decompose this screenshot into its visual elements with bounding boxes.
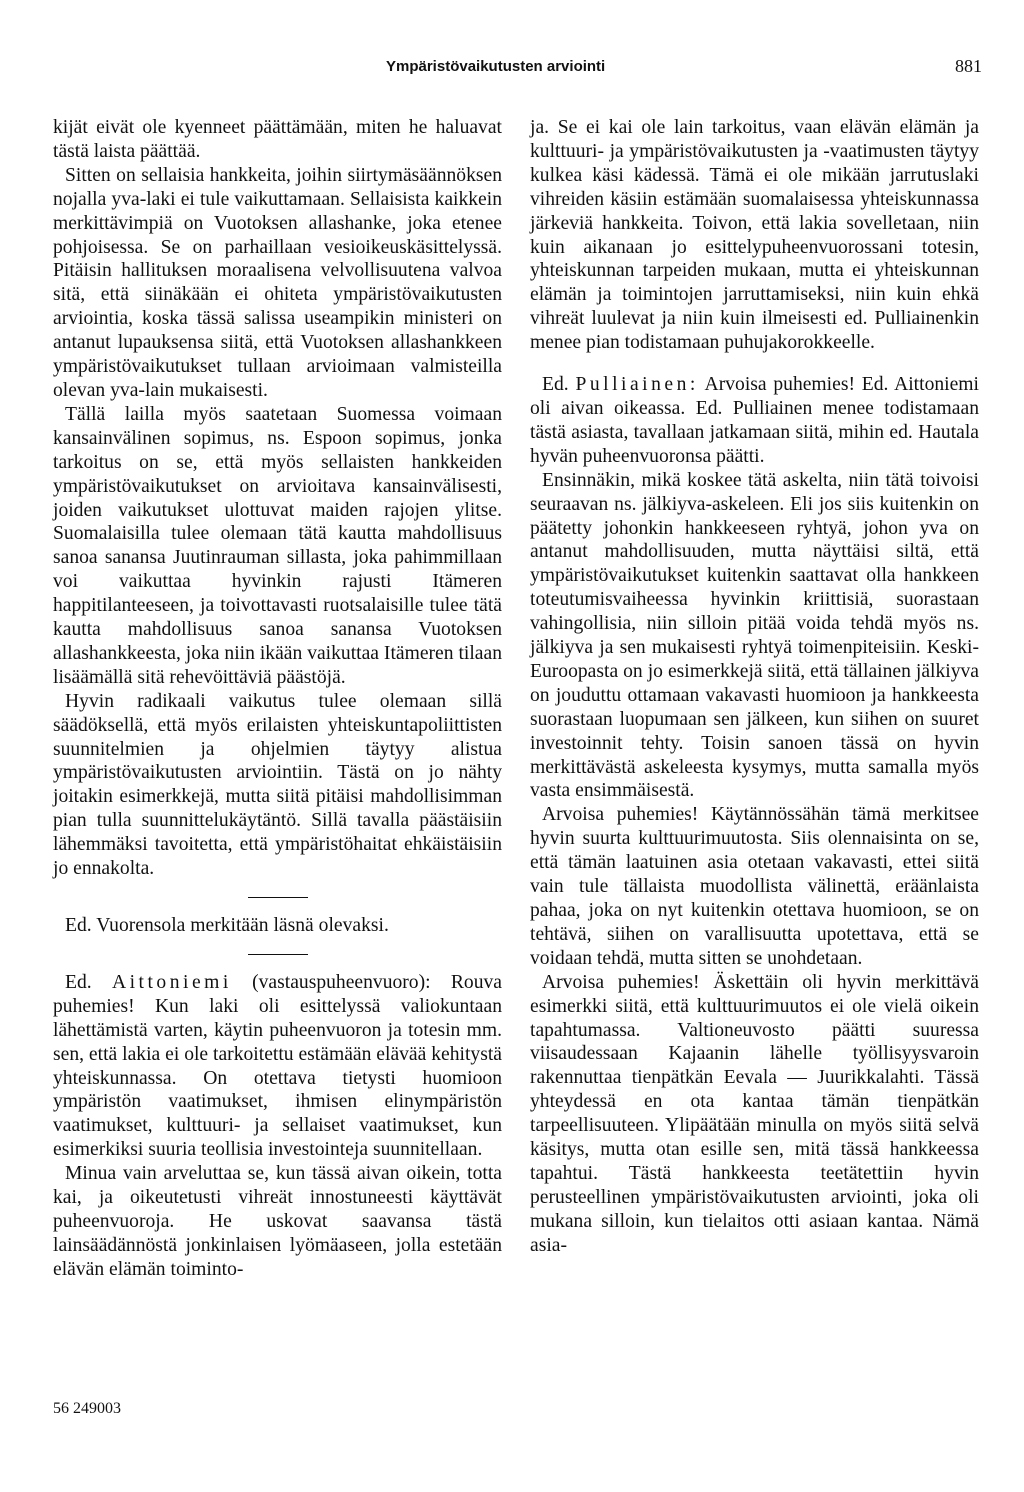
attendance-notice: Ed. Vuorensola merkitään läsnä olevaksi. — [65, 915, 389, 936]
paragraph: Arvoisa puhemies! Käytännössähän tämä merkitsee hyvin suurta kulttuurimuutosta. Siis olennaisinta on se, että tämän laatuinen asia otetaan vakavasti, ettei siitä vain tule tällaista muodollista välinettä, eräänlaista pahaa, joka on nyt kuitenkin otettava huomioon, se on tehtävä, siihen on varallisuutta upotettava, että se voidaan tehdä, mutta sitten se unohdetaan. — [530, 804, 979, 969]
speech-text: Rouva puhemies! Kun laki oli esittelyssä valiokuntaan lähettämistä varten, käytin puheenvuoron ja totesin mm. sen, että lakia ei ole tarkoitettu estämään elävää kehitystä yhteiskunnassa. On otettava tietysti huomioon ympäristön vaatimukset, ihmisen elinympäristön vaatimukset, kulttuuri- ja sellaiset vaatimukset, kun esimerkiksi suuria teollisia investointeja suunnitellaan. — [53, 971, 502, 1161]
speech-role: (vastauspuheenvuoro): — [252, 971, 431, 993]
left-column — [53, 116, 502, 1282]
speech-paragraph — [530, 373, 979, 469]
paragraph: Tällä lailla myös saatetaan Suomessa voimaan kansainvälinen sopimus, ns. Espoon sopimus, jonka tarkoitus on se, että myös sellaisten hankkeiden ympäristövaikutukset on arvioitava kansainvälisesti, joiden vaikutukset ulottuvat maiden rajojen ylitse. Suomalaisilla tulee olemaan tätä kautta mahdollisuus sanoa sanansa Juutinrauman sillasta, joka pahimmillaan voi vaikuttaa hyvinkin rajusti Itämeren happitilanteeseen, ja toivottavasti ruotsalaisille tulee tätä kautta mahdollisuus sanoa sanansa Vuotoksen allashankkeesta, joka niin ikään vaikuttaa Itämeren tilaan lisäämällä sitä rehevöittäviä päästöjä. — [53, 403, 502, 688]
speech-paragraph — [53, 971, 502, 1162]
paragraph: Ensinnäkin, mikä koskee tätä askelta, niin tätä toivoisi seuraavan ns. jälkiyva-askeleen. Eli jos siis kuitenkin on päätetty johonkin hankkeeseen ryhtyä, johon yva on antanut mahdollisuuden, mutta näyttäisi siltä, että ympäristövaikutukset kuitenkin saattavat olla hankkeen toteutumisvaiheessa hyvinkin kriittisiä, suorastaan vahingollisia, niin silloin pitää voida tehdä myös ns. jälkiyva ja sen mukaisesti ryhtyä toimenpiteisiin. Keski-Euroopasta on jo esimerkkejä siitä, että tällainen jälkiyva on jouduttu ottamaan vakavasti huomioon ja hankkeesta suorastaan luopumaan sen jälkeen, kun siihen on suuret investoinnit tehty. Toisin sanoen tässä on hyvin merkittävästä askeleesta kysymys, mutta samalla myös vasta ensimmäisestä. — [530, 469, 979, 802]
speaker-name: Aittoniemi — [111, 971, 232, 993]
speech-prefix: Ed. — [65, 971, 92, 993]
print-code: 56 249003 — [53, 1400, 121, 1417]
paragraph: Minua vain arveluttaa se, kun tässä aivan oikein, totta kai, ja oikeutetusti vihreät innostuneesti käyttävät puheenvuoroja. He uskovat saavansa tästä lainsäädännöstä jonkinlaisen lyömäaseen, jolla estetään elävän elämän toiminto- — [53, 1163, 502, 1280]
paragraph: Hyvin radikaali vaikutus tulee olemaan sillä säädöksellä, että myös erilaisten yhteiskuntapoliittisten suunnitelmien ja ohjelmien täytyy alistua ympäristövaikutusten arviointiin. Tästä on jo nähty joitakin esimerkkejä, mutta siitä pitäisi mahdollisimman pian tulla suunnittelukäytäntö. Sillä tavalla päästäisiin lähemmäksi tavoitetta, että ympäristöhaitat ehkäistäisiin jo ennakolta. — [53, 690, 502, 880]
paragraph: Sitten on sellaisia hankkeita, joihin siirtymäsäännöksen nojalla yva-laki ei tule vaikuttamaan. Sellaisista kaikkein merkittävimpiä on Vuotoksen allashanke, joka etenee pohjoisessa. Se on parhaillaan vesioikeuskäsittelyssä. Pitäisin hallituksen moraalisena velvollisuutena valvoa sitä, että siinäkään ei ohiteta ympäristövaikutusten arviointia, koska tässä salissa useampikin ministeri on antanut lupauksensa siitä, että Vuotoksen allashankkeen ympäristövaikutukset tullaan arvioimaan valmisteilla olevan yva-lain mukaisesti. — [53, 164, 502, 401]
section-divider — [248, 954, 308, 955]
paragraph: kijät eivät ole kyenneet päättämään, miten he haluavat tästä laista päättää. — [53, 117, 502, 162]
section-divider — [248, 897, 308, 898]
speech-prefix: Ed. — [542, 374, 569, 396]
right-column — [530, 116, 979, 1258]
speech-text: Arvoisa puhemies! Ed. Aittoniemi oli aivan oikeassa. Ed. Pulliainen menee todistamaan tästä asiasta, tavallaan jatkamaan siitä, mihin ed. Hautala hyvän puheenvuoronsa päätti. — [530, 374, 979, 467]
speaker-name: Pulliainen: — [575, 374, 699, 396]
paragraph: Arvoisa puhemies! Äskettäin oli hyvin merkittävä esimerkki siitä, että kulttuurimuutos ei ole vielä oikein tapahtumassa. Valtioneuvosto päätti suuressa viisaudessaan Kajaanin lähelle työllisyysvaroin rakennuttaa tienpätkän Eevala — Juurikkalahti. Tässä yhteydessä en ota kantaa tämän tienpätkän tarpeellisuuteen. Ylipäätään minulla on myös siitä selvä käsitys, mutta otan esille sen, mitä tässä hankkeessa tapahtui. Tästä hankkeesta teetätettiin hyvin perusteellinen ympäristövaikutusten arviointi, joka oli mukana silloin, kun tielaitos otti asiaan kantaa. Nämä asia- — [530, 971, 979, 1256]
paragraph: ja. Se ei kai ole lain tarkoitus, vaan elävän elämän ja kulttuuri- ja ympäristövaikutusten ja -vaatimusten täytyy kulkea käsi kädessä. Tämä ei ole mikään jarrutuslaki vihreiden käsiin estämään suomalaisessa yhteiskunnassa järkeviä hankkeita. Toivon, että lakia sovelletaan, niin kuin aikanaan jo esittelypuheenvuorossani totesin, yhteiskunnan tarpeiden mukaan, mutta ei yhteiskunnan elämän ja toimintojen jarruttamiseksi, niin kuin ehkä vihreät luulevat ja niin kuin ilmeisesti ed. Pulliainenkin menee pian todistamaan puhujakorokkeelle. — [530, 117, 979, 354]
running-title: Ympäristövaikutusten arviointi — [386, 58, 606, 75]
page-number: 881 — [955, 56, 982, 76]
